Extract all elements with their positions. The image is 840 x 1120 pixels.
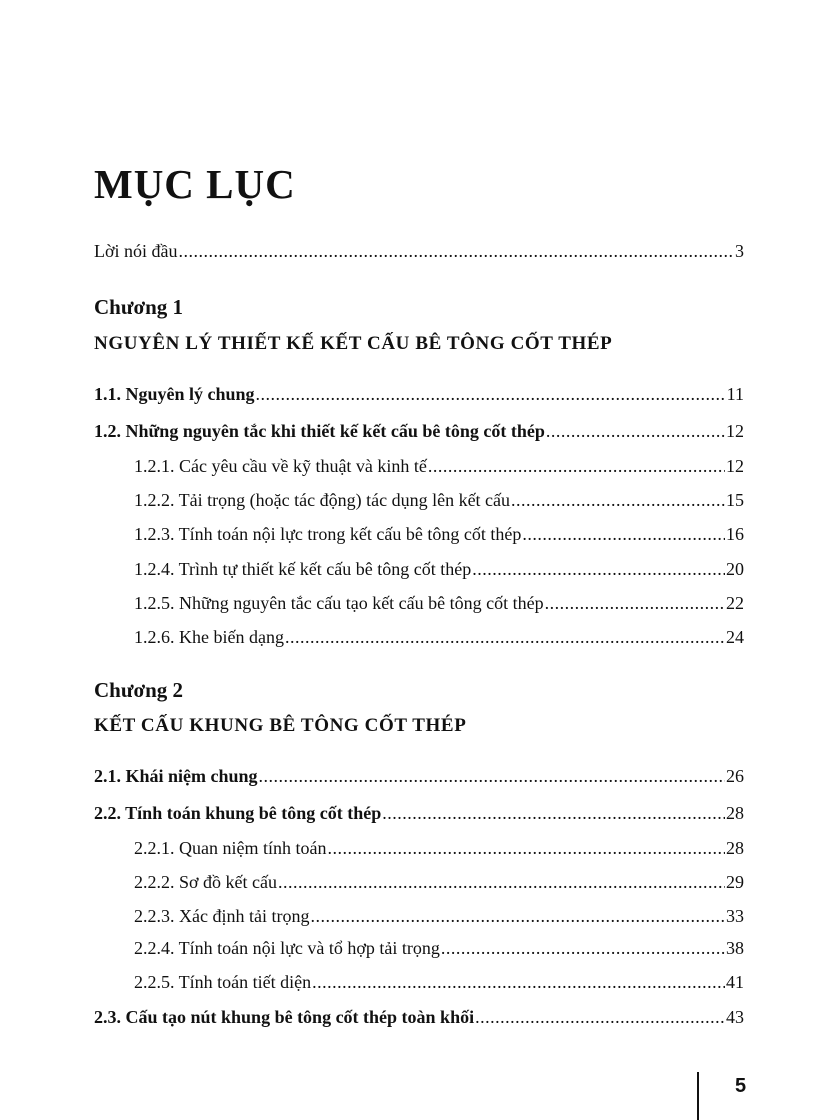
toc-leader [278, 871, 725, 893]
toc-entry-2-2-4[interactable] [134, 937, 744, 959]
toc-entry-page: 24 [726, 627, 744, 647]
toc-leader [179, 240, 734, 262]
footer-divider [697, 1072, 699, 1120]
toc-entry-text: 1.2.4. Trình tự thiết kế kết cấu bê tông cốt thép [134, 559, 472, 579]
toc-entry-page: 15 [726, 490, 744, 510]
toc-leader [545, 592, 725, 614]
toc-entry-preface[interactable] [94, 240, 744, 262]
toc-entry-1-2-5[interactable] [134, 592, 744, 614]
toc-entry-page: 43 [726, 1007, 744, 1027]
toc-entry-page: 28 [726, 838, 744, 858]
toc-leader [472, 558, 725, 580]
toc-entry-text: Lời nói đầu [94, 241, 178, 261]
toc-entry-1-2-2[interactable] [134, 489, 744, 511]
toc-leader [475, 1006, 725, 1028]
toc-entry-text: 1.1. Nguyên lý chung [94, 384, 255, 404]
toc-entry-text: 1.2.5. Những nguyên tắc cấu tạo kết cấu bê tông cốt thép [134, 593, 544, 613]
toc-entry-text: 1.2.6. Khe biến dạng [134, 627, 284, 647]
toc-entry-page: 29 [726, 872, 744, 892]
toc-entry-page: 26 [726, 766, 744, 786]
toc-entry-text: 2.2.2. Sơ đồ kết cấu [134, 872, 277, 892]
toc-leader [312, 971, 725, 993]
chapter-1-title: NGUYÊN LÝ THIẾT KẾ KẾT CẤU BÊ TÔNG CỐT THÉP [94, 333, 613, 354]
page-number: 5 [735, 1075, 747, 1097]
toc-leader [285, 626, 725, 648]
toc-entry-1-1[interactable] [94, 383, 744, 405]
toc-leader [382, 802, 725, 824]
toc-entry-2-3[interactable] [94, 1006, 744, 1028]
toc-leader [511, 489, 725, 511]
toc-entry-page: 16 [726, 524, 744, 544]
toc-entry-page: 11 [726, 384, 744, 404]
toc-leader [259, 765, 725, 787]
toc-leader [546, 420, 725, 442]
toc-entry-text: 1.2.1. Các yêu cầu về kỹ thuật và kinh tế [134, 456, 427, 476]
toc-entry-2-2[interactable] [94, 802, 744, 824]
toc-entry-page: 22 [726, 593, 744, 613]
toc-entry-text: 2.2.3. Xác định tải trọng [134, 906, 310, 926]
toc-entry-text: 2.3. Cấu tạo nút khung bê tông cốt thép toàn khối [94, 1007, 475, 1027]
toc-entry-2-2-5[interactable] [134, 971, 744, 993]
toc-entry-text: 2.1. Khái niệm chung [94, 766, 258, 786]
toc-entry-page: 38 [726, 938, 744, 958]
toc-entry-page: 12 [726, 456, 744, 476]
toc-entry-page: 3 [735, 241, 744, 261]
toc-entry-text: 2.2.5. Tính toán tiết diện [134, 972, 312, 992]
toc-entry-1-2-6[interactable] [134, 626, 744, 648]
chapter-1-label: Chương 1 [94, 295, 184, 319]
toc-entry-2-2-2[interactable] [134, 871, 744, 893]
toc-entry-page: 12 [726, 421, 744, 441]
page-title: MỤC LỤC [94, 161, 296, 207]
toc-entry-2-2-1[interactable] [134, 837, 744, 859]
toc-entry-text: 2.2.4. Tính toán nội lực và tổ hợp tải trọng [134, 938, 440, 958]
toc-leader [256, 383, 726, 405]
chapter-2-label: Chương 2 [94, 678, 184, 702]
toc-entry-1-2-4[interactable] [134, 558, 744, 580]
toc-entry-page: 28 [726, 803, 744, 823]
toc-entry-text: 1.2.3. Tính toán nội lực trong kết cấu bê tông cốt thép [134, 524, 522, 544]
toc-leader [441, 937, 725, 959]
toc-entry-1-2[interactable] [94, 420, 744, 442]
toc-leader [428, 455, 725, 477]
toc-entry-page: 33 [726, 906, 744, 926]
toc-leader [522, 523, 725, 545]
toc-leader [310, 905, 725, 927]
toc-leader [327, 837, 725, 859]
toc-entry-text: 1.2. Những nguyên tắc khi thiết kế kết cấu bê tông cốt thép [94, 421, 545, 441]
toc-entry-text: 1.2.2. Tải trọng (hoặc tác động) tác dụng lên kết cấu [134, 490, 511, 510]
chapter-2-title: KẾT CẤU KHUNG BÊ TÔNG CỐT THÉP [94, 715, 467, 736]
toc-entry-1-2-1[interactable] [134, 455, 744, 477]
toc-entry-text: 2.2. Tính toán khung bê tông cốt thép [94, 803, 382, 823]
toc-entry-1-2-3[interactable] [134, 523, 744, 545]
toc-entry-2-2-3[interactable] [134, 905, 744, 927]
toc-entry-2-1[interactable] [94, 765, 744, 787]
toc-entry-page: 20 [726, 559, 744, 579]
toc-entry-page: 41 [726, 972, 744, 992]
toc-entry-text: 2.2.1. Quan niệm tính toán [134, 838, 327, 858]
